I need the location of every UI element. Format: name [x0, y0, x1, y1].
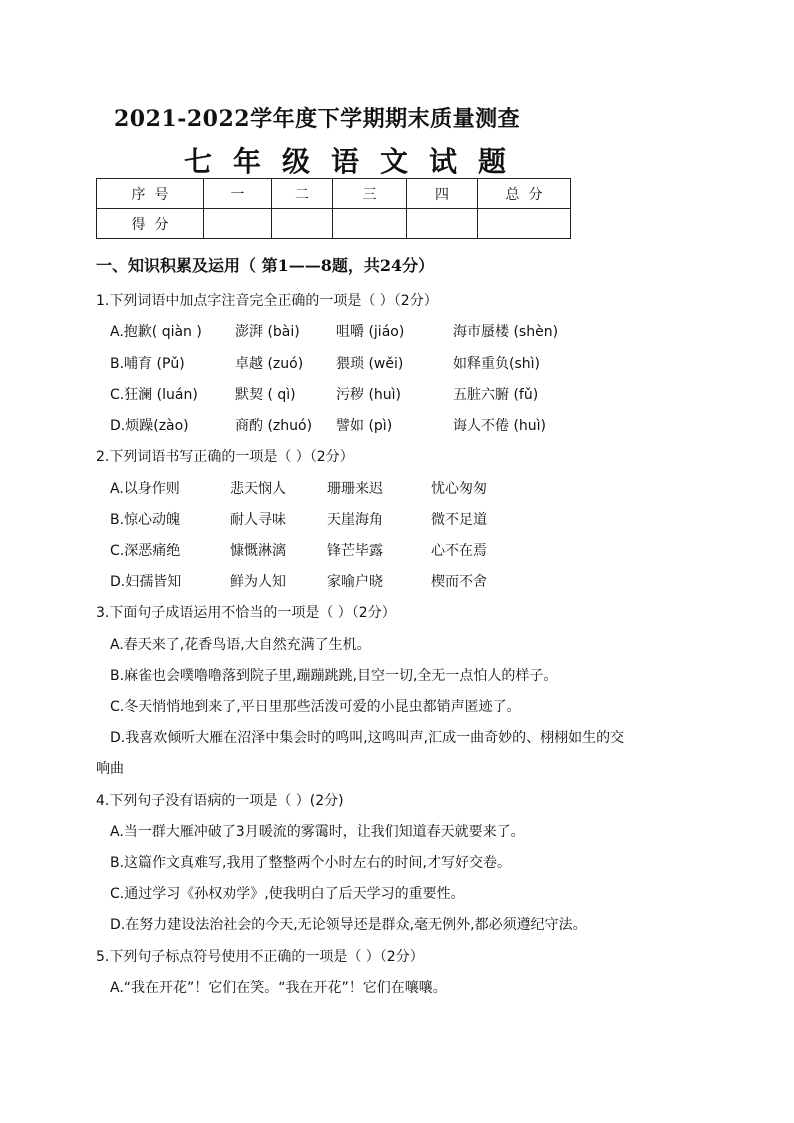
score-input-cell[interactable]	[204, 209, 272, 239]
option-row	[110, 478, 487, 498]
option-cell: 慷慨淋漓	[230, 543, 286, 559]
option-row	[110, 571, 487, 591]
option-cell: B.哺育 (Pǔ)	[110, 356, 185, 372]
option-cell: 污秽 (huì)	[336, 387, 402, 403]
score-table-score-row	[97, 209, 571, 239]
option-line: A.“我在开花”！它们在笑。“我在开花”！它们在嚷嚷。	[110, 980, 447, 996]
option-cell: 咀嚼 (jiáo)	[336, 324, 405, 340]
option-line: C.通过学习《孙权劝学》,使我明白了后天学习的重要性。	[110, 886, 465, 902]
option-cell: 鲜为人知	[230, 574, 286, 590]
option-cell: 悲天悯人	[230, 481, 286, 497]
score-cell: 二	[272, 179, 333, 209]
option-cell: 楔而不舍	[431, 574, 487, 590]
option-row	[110, 540, 487, 560]
score-cell: 总 分	[478, 179, 571, 209]
option-cell: 譬如 (pì)	[336, 418, 393, 434]
score-input-cell[interactable]	[478, 209, 571, 239]
option-cell: 诲人不倦 (huì)	[453, 418, 547, 434]
option-line: A.春天来了,花香鸟语,大自然充满了生机。	[110, 637, 371, 653]
option-row	[110, 509, 487, 529]
option-continuation: 响曲	[96, 761, 124, 777]
option-row	[110, 353, 540, 373]
option-line: B.这篇作文真难写,我用了整整两个小时左右的时间,才写好交卷。	[110, 855, 511, 871]
option-cell: 商酌 (zhuó)	[235, 418, 313, 434]
option-cell: 五脏六腑 (fǔ)	[453, 387, 539, 403]
score-input-cell[interactable]	[333, 209, 407, 239]
score-cell: 四	[407, 179, 478, 209]
option-cell: 微不足道	[431, 512, 487, 528]
option-cell: B.惊心动魄	[110, 512, 181, 528]
question-stem: 1.下列词语中加点字注音完全正确的一项是（ ）（2分）	[96, 293, 438, 309]
score-table	[96, 178, 571, 239]
exam-title: 七年级语文试题	[184, 145, 528, 178]
option-line: D.我喜欢倾听大雁在沼泽中集会时的鸣叫,这鸣叫声,汇成一曲奇妙的、栩栩如生的交	[110, 730, 625, 746]
option-cell: 澎湃 (bài)	[235, 324, 300, 340]
option-cell: 默契 ( qì)	[235, 387, 296, 403]
option-row	[110, 415, 546, 435]
option-cell: 忧心匆匆	[431, 481, 487, 497]
page-title: 2021-2022学年度下学期期末质量测查	[114, 106, 521, 132]
option-row	[110, 384, 538, 404]
option-cell: C.狂澜 (luán)	[110, 387, 198, 403]
score-input-cell[interactable]	[272, 209, 333, 239]
option-line: D.在努力建设法治社会的今天,无论领导还是群众,毫无例外,都必须遵纪守法。	[110, 917, 587, 933]
question-stem: 5.下列句子标点符号使用不正确的一项是（ ）（2分）	[96, 949, 424, 965]
score-cell: 三	[333, 179, 407, 209]
option-line: A.当一群大雁冲破了3月暖流的雾霭时，让我们知道春天就要来了。	[110, 824, 525, 840]
score-table-header-row	[97, 179, 571, 209]
question-stem: 2.下列词语书写正确的一项是（ ）（2分）	[96, 449, 354, 465]
option-cell: 心不在焉	[431, 543, 487, 559]
question-stem: 3.下面句子成语运用不恰当的一项是（ ）（2分）	[96, 605, 396, 621]
option-cell: 珊珊来迟	[327, 481, 383, 497]
option-cell: 如释重负(shì)	[453, 356, 540, 372]
option-cell: 海市蜃楼 (shèn)	[453, 324, 559, 340]
option-cell: 家喻户晓	[327, 574, 383, 590]
option-cell: 锋芒毕露	[327, 543, 383, 559]
score-cell: 序 号	[97, 179, 204, 209]
option-cell: A.抱歉( qiàn )	[110, 324, 202, 340]
option-cell: 耐人寻味	[230, 512, 286, 528]
option-cell: 卓越 (zuó)	[235, 356, 304, 372]
score-cell: 得 分	[97, 209, 204, 239]
option-cell: C.深恶痛绝	[110, 543, 181, 559]
option-row	[110, 321, 558, 341]
score-cell: 一	[204, 179, 272, 209]
option-cell: D.烦躁(zào)	[110, 418, 189, 434]
option-cell: A.以身作则	[110, 481, 180, 497]
option-line: C.冬天悄悄地到来了,平日里那些活泼可爱的小昆虫都销声匿迹了。	[110, 699, 521, 715]
option-cell: 天崖海角	[327, 512, 383, 528]
option-cell: 猥琐 (wěi)	[336, 356, 404, 372]
option-cell: D.妇孺皆知	[110, 574, 182, 590]
section-heading: 一、知识积累及运用（ 第1——8题，共24分）	[96, 256, 435, 275]
option-line: B.麻雀也会噗噜噜落到院子里,蹦蹦跳跳,目空一切,全无一点怕人的样子。	[110, 668, 558, 684]
score-input-cell[interactable]	[407, 209, 478, 239]
question-stem: 4.下列句子没有语病的一项是（ ）(2分)	[96, 793, 344, 809]
